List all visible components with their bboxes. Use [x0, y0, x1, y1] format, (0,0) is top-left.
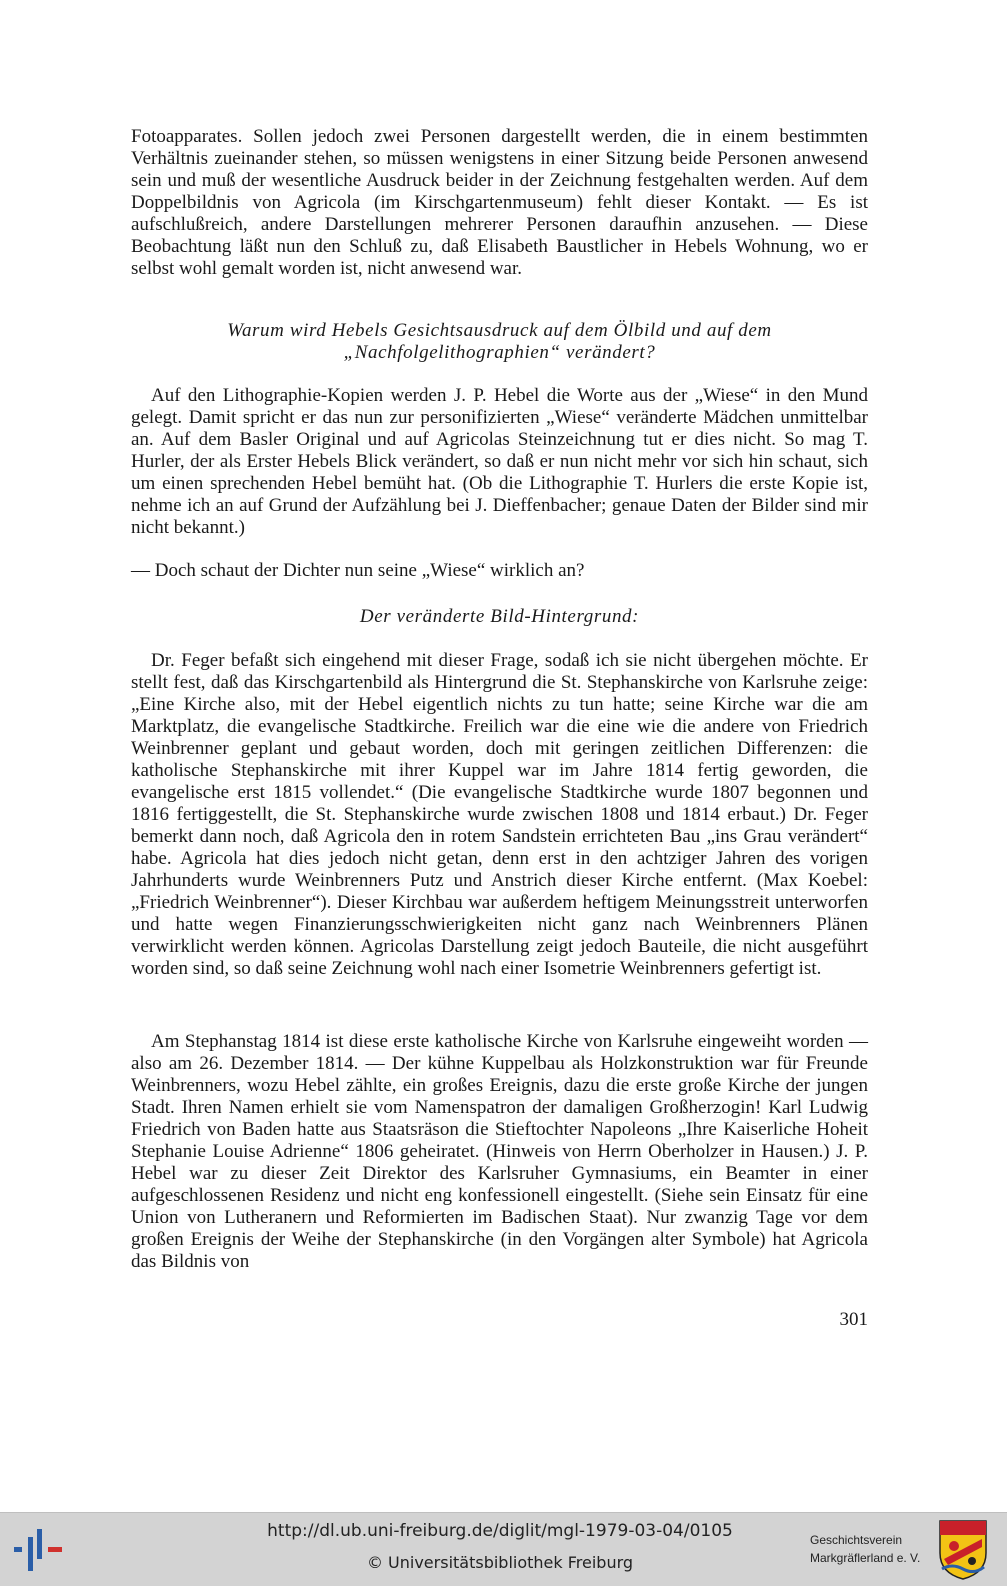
- heading-line: „Nachfolgelithographien“ verändert?: [343, 342, 656, 363]
- footer-bar: [0, 1512, 1007, 1586]
- document-url-link[interactable]: http://dl.ub.uni-freiburg.de/diglit/mgl-1979-03-04/0105: [267, 1521, 733, 1541]
- society-name: [810, 1531, 930, 1567]
- ub-freiburg-logo-icon[interactable]: [10, 1527, 68, 1573]
- body-paragraph: Fotoapparates. Sollen jedoch zwei Personen dargestellt werden, die in einem bestimmten Verhältnis zueinander stehen, so müssen wenigstens in einer Sitzung beide Personen anwesend sein und muß der wesentliche Ausdruck beider in der Zeichnung festgehalten werden. Auf dem Doppelbildnis von Agricola (im Kirschgartenmuseum) fehlt dieser Kontakt. — Es ist aufschlußreich, andere Darstellungen mehrerer Personen daraufhin anzusehen. — Diese Beobachtung läßt nun den Schluß zu, daß Elisabeth Baustlicher in Hebels Wohnung, wo er selbst wohl gemalt worden ist, nicht anwesend war.: [131, 126, 868, 279]
- society-line: Geschichtsverein: [810, 1533, 903, 1547]
- copyright-text: © Universitätsbibliothek Freiburg: [366, 1553, 634, 1572]
- coat-of-arms-icon[interactable]: [938, 1519, 988, 1581]
- page-number: 301: [839, 1309, 868, 1330]
- body-paragraph: Dr. Feger befaßt sich eingehend mit dieser Frage, sodaß ich sie nicht übergehen möchte. Er stellt fest, daß das Kirschgartenbild als Hintergrund die St. Stephanskirche von Karlsruhe zeige: „Eine Kirche also, mit der Hebel eigentlich nichts zu tun hatte; seine Kirche war die am Marktplatz, die evangelische Stadtkirche. Freilich war die eine wie die andere von Friedrich Weinbrenner geplant und gebaut worden, doch mit geringen zeitlichen Differenzen: die katholische Stephanskirche mit ihrer Kuppel war im Jahre 1814 fertig geworden, die evangelische erst 1815 vollendet.“ (Die evangelische Stadtkirche wurde 1807 begonnen und 1816 fertiggestellt, die St. Stephanskirche wurde zwischen 1808 und 1814 erbaut.) Dr. Feger bemerkt dann noch, daß Agricola den in rotem Sandstein errichteten Bau „ins Grau verändert“ habe. Agricola hat dies jedoch nicht getan, denn erst in den achtziger Jahren des vorigen Jahrhunderts wurde Weinbrenners Putz und Anstrich dieser Kirche entfernt. (Max Koebel: „Friedrich Weinbrenner“). Dieser Kirchbau war außerdem heftigem Meinungsstreit unterworfen und hatte wegen Finanzierungsschwierigkeiten nicht ganz nach Weinbrenners Plänen verwirklicht werden können. Agricolas Darstellung zeigt jedoch Bauteile, die nicht ausgeführt worden sind, so daß seine Zeichnung wohl nach einer Isometrie Weinbrenners gefertigt ist.: [131, 650, 868, 979]
- section-heading: Der veränderte Bild-Hintergrund:: [359, 606, 640, 627]
- section-heading: [131, 320, 868, 364]
- body-paragraph: Auf den Lithographie-Kopien werden J. P. Hebel die Worte aus der „Wiese“ in den Mund gelegt. Damit spricht er das nun zur personifizierten „Wiese“ veränderte Mädchen unmittelbar an. Auf dem Basler Original und auf Agricolas Steinzeichnung tut er dies nicht. So mag T. Hurler, der als Erster Hebels Blick verändert, so daß er nun nicht mehr vor sich hin schaut, sich um einen sprechenden Hebel bemüht hat. (Ob die Lithographie T. Hurlers die erste Kopie ist, nehme ich an auf Grund der Aufzählung bei J. Dieffenbacher; genaue Daten der Bilder sind mir nicht bekannt.): [131, 385, 868, 538]
- body-paragraph: Am Stephanstag 1814 ist diese erste katholische Kirche von Karlsruhe eingeweiht worden — also am 26. Dezember 1814. — Der kühne Kuppelbau als Holzkonstruktion war für Freunde Weinbrenners, wozu Hebel zählte, ein großes Ereignis, dazu die erste große Kirche der jungen Stadt. Ihren Namen erhielt sie vom Namenspatron der damaligen Großherzogin! Karl Ludwig Friedrich von Baden hatte aus Staatsräson die Stieftochter Napoleons „Ihre Kaiserliche Hoheit Stephanie Louise Adrienne“ 1806 geheiratet. (Hinweis von Herrn Oberholzer in Hausen.) J. P. Hebel war zu dieser Zeit Direktor des Karlsruher Gymnasiums, ein Beamter in einer aufgeschlossenen Residenz und nicht eng konfessionell eingestellt. (Siehe sein Einsatz für eine Union von Lutheranern und Reformierten im Badischen Staat). Nur zwanzig Tage vor dem großen Ereignis der Weihe der Stephanskirche (in den Vorgängen alter Symbole) hat Agricola das Bildnis von: [131, 1031, 868, 1272]
- body-paragraph: — Doch schaut der Dichter nun seine „Wiese“ wirklich an?: [131, 560, 585, 581]
- society-line: Markgräflerland e. V.: [810, 1551, 921, 1565]
- heading-line: Warum wird Hebels Gesichtsausdruck auf dem Ölbild und auf dem: [227, 320, 772, 341]
